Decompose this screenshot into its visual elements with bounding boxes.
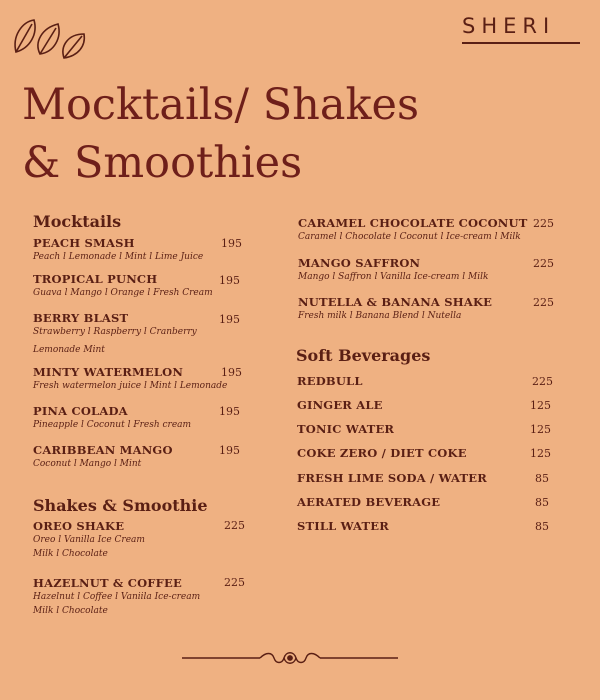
item-name: AERATED BEVERAGE <box>297 495 441 509</box>
item-price: 225 <box>533 257 554 270</box>
item-description: Mango l Saffron l Vanilla Ice-cream l Milk <box>298 272 489 282</box>
menu-item-mango-saffron <box>298 256 488 284</box>
item-description: Coconut l Mango l Mint <box>33 459 142 469</box>
item-price: 85 <box>535 520 549 533</box>
leaves-logo-icon <box>10 12 88 60</box>
menu-item-oreo-shake <box>33 519 145 561</box>
item-name: MINTY WATERMELON <box>33 365 184 379</box>
item-name: REDBULL <box>297 374 363 388</box>
menu-item-aerated-beverage <box>297 495 440 509</box>
item-name: OREO SHAKE <box>33 519 125 533</box>
menu-item-berry-blast <box>33 311 197 357</box>
menu-item-ginger-ale <box>297 398 383 412</box>
item-name: PEACH SMASH <box>33 236 135 250</box>
item-name: HAZELNUT & COFFEE <box>33 576 182 590</box>
item-price: 225 <box>533 296 554 309</box>
item-price: 85 <box>535 472 549 485</box>
menu-item-coke-zero-diet-coke <box>297 446 467 460</box>
menu-item-fresh-lime-soda <box>297 471 487 485</box>
item-name: CARIBBEAN MANGO <box>33 443 173 457</box>
menu-item-peach-smash <box>33 236 203 264</box>
item-description: Fresh milk l Banana Blend l Nutella <box>298 311 462 321</box>
item-description: Milk l Chocolate <box>33 606 108 616</box>
section-heading-shakes: Shakes & Smoothie <box>33 496 208 515</box>
item-price: 195 <box>221 366 242 379</box>
item-price: 195 <box>219 405 240 418</box>
item-name: MANGO SAFFRON <box>298 256 421 270</box>
item-price: 225 <box>533 217 554 230</box>
item-price: 85 <box>535 496 549 509</box>
item-price: 225 <box>224 576 245 589</box>
item-description: Strawberry l Raspberry l Cranberry <box>33 327 197 337</box>
item-name: TONIC WATER <box>297 422 395 436</box>
item-price: 125 <box>530 447 551 460</box>
menu-item-caramel-chocolate-coconut <box>298 216 528 244</box>
item-price: 225 <box>224 519 245 532</box>
item-price: 125 <box>530 399 551 412</box>
page-title-line1: Mocktails/ Shakes <box>22 80 420 130</box>
item-name: NUTELLA & BANANA SHAKE <box>298 295 493 309</box>
item-description: Milk l Chocolate <box>33 549 108 559</box>
item-price: 225 <box>532 375 553 388</box>
item-description: Caramel l Chocolate l Coconut l Ice-cream l Milk <box>298 232 521 242</box>
item-name: BERRY BLAST <box>33 311 129 325</box>
menu-item-caribbean-mango <box>33 443 173 471</box>
section-heading-mocktails: Mocktails <box>33 212 122 231</box>
section-heading-soft-beverages: Soft Beverages <box>296 346 431 365</box>
menu-item-still-water <box>297 519 389 533</box>
page-title <box>22 76 419 192</box>
item-name: GINGER ALE <box>297 398 383 412</box>
item-description: Oreo l Vanilla Ice Cream <box>33 535 145 545</box>
item-name: FRESH LIME SODA / WATER <box>297 471 488 485</box>
menu-item-tonic-water <box>297 422 394 436</box>
item-price: 195 <box>219 444 240 457</box>
item-name: TROPICAL PUNCH <box>33 272 158 286</box>
page-title-line2: & Smoothies <box>22 138 303 188</box>
item-description: Fresh watermelon juice l Mint l Lemonade <box>33 381 228 391</box>
item-price: 195 <box>221 237 242 250</box>
item-price: 125 <box>530 423 551 436</box>
item-name: CARAMEL CHOCOLATE COCONUT <box>298 216 528 230</box>
item-name: COKE ZERO / DIET COKE <box>297 446 467 460</box>
ornament-divider-icon <box>182 648 398 668</box>
menu-item-nutella-banana-shake <box>298 295 492 323</box>
item-name: STILL WATER <box>297 519 389 533</box>
brand-name: SHERI <box>462 14 580 44</box>
item-name: PINA COLADA <box>33 404 128 418</box>
item-price: 195 <box>219 274 240 287</box>
item-description: Hazelnut l Coffee l Vaniila Ice-cream <box>33 592 201 602</box>
menu-item-pina-colada <box>33 404 191 432</box>
item-description: Pineapple l Coconut l Fresh cream <box>33 420 192 430</box>
item-description: Peach l Lemonade l Mint l Lime Juice <box>33 252 204 262</box>
menu-item-tropical-punch <box>33 272 213 300</box>
menu-item-redbull <box>297 374 363 388</box>
item-description: Guava l Mango l Orange l Fresh Cream <box>33 288 213 298</box>
item-description: Lemonade Mint <box>33 345 105 355</box>
menu-item-hazelnut-coffee <box>33 576 200 618</box>
menu-item-minty-watermelon <box>33 365 227 393</box>
item-price: 195 <box>219 313 240 326</box>
